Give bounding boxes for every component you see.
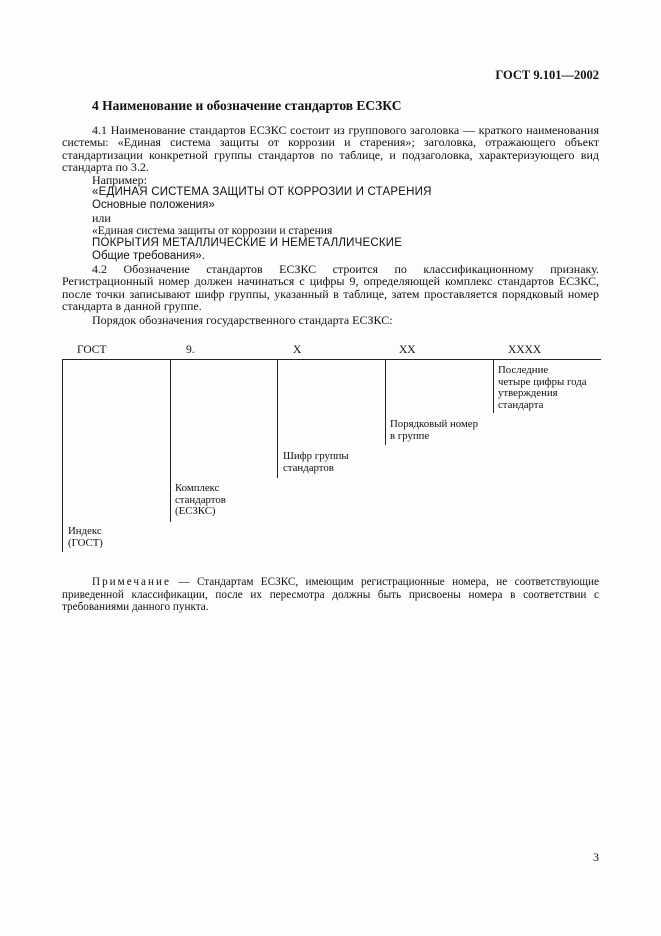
diagram-text-index: Индекс (ГОСТ) <box>68 525 103 549</box>
diagram-label-complex: 9. <box>186 344 195 356</box>
example-line-5: Общие требования». <box>92 250 205 262</box>
example-line-4: ПОКРЫТИЯ МЕТАЛЛИЧЕСКИЕ И НЕМЕТАЛЛИЧЕСКИЕ <box>92 237 403 249</box>
diagram-label-serial: XX <box>399 344 416 356</box>
diagram-label-group: X <box>293 344 302 356</box>
diagram-branch-complex <box>170 360 171 522</box>
example-line-2: Основные положения» <box>92 199 215 211</box>
note-paragraph <box>62 576 599 614</box>
diagram-text-serial: Порядковый номер в группе <box>390 418 478 442</box>
diagram-label-gost: ГОСТ <box>77 344 107 356</box>
note-text: — Стандартам ЕСЗКС, имеющим регистрационные номера, не соответствующие приведенной классификации, после их пересмотра должны быть присвоены номера в соответствии с требованиями данного пункта. <box>62 576 599 614</box>
document-number: ГОСТ 9.101—2002 <box>495 68 599 82</box>
diagram-branch-year <box>493 360 494 413</box>
page-number: 3 <box>593 850 599 864</box>
paragraph-4-1: 4.1 Наименование стандартов ЕСЗКС состоит из группового заголовка — краткого наименования системы: «Единая система защиты от коррозии и старения»; заголовка, отражающего объект стандартизации конкретной группы стандартов по таблице, и подзаголовка, характеризующего вид стандарта по 3.2. <box>62 123 599 175</box>
order-line: Порядок обозначения государственного стандарта ЕСЗКС: <box>92 313 393 327</box>
diagram-text-complex: Комплекс стандартов (ЕСЗКС) <box>175 482 226 518</box>
diagram-label-year: XXXX <box>508 344 542 356</box>
diagram-branch-gost <box>62 360 63 552</box>
note-prefix: Примечание <box>92 576 171 588</box>
diagram-baseline <box>62 359 601 360</box>
example-or: или <box>92 211 111 225</box>
example-line-3: «Единая система защиты от коррозии и старения <box>92 225 333 237</box>
diagram-branch-group <box>277 360 278 478</box>
example-line-1: «ЕДИНАЯ СИСТЕМА ЗАЩИТЫ ОТ КОРРОЗИИ И СТАРЕНИЯ <box>92 186 432 198</box>
diagram-text-group: Шифр группы стандартов <box>283 450 349 474</box>
designation-diagram <box>62 340 602 555</box>
diagram-branch-serial <box>385 360 386 445</box>
diagram-text-year: Последние четыре цифры года утверждения стандарта <box>498 364 587 411</box>
section-title: 4 Наименование и обозначение стандартов ЕСЗКС <box>92 98 402 113</box>
paragraph-4-2: 4.2 Обозначение стандартов ЕСЗКС строится по классификационному признаку. Регистрационный номер должен начинаться с цифры 9, определяющей комплекс стандартов ЕСЗКС, после точки записывают шифр группы, указанный в таблице, затем проставляется порядковый номер стандарта в данной группе. <box>62 262 599 314</box>
example-intro: Например: <box>92 173 147 187</box>
